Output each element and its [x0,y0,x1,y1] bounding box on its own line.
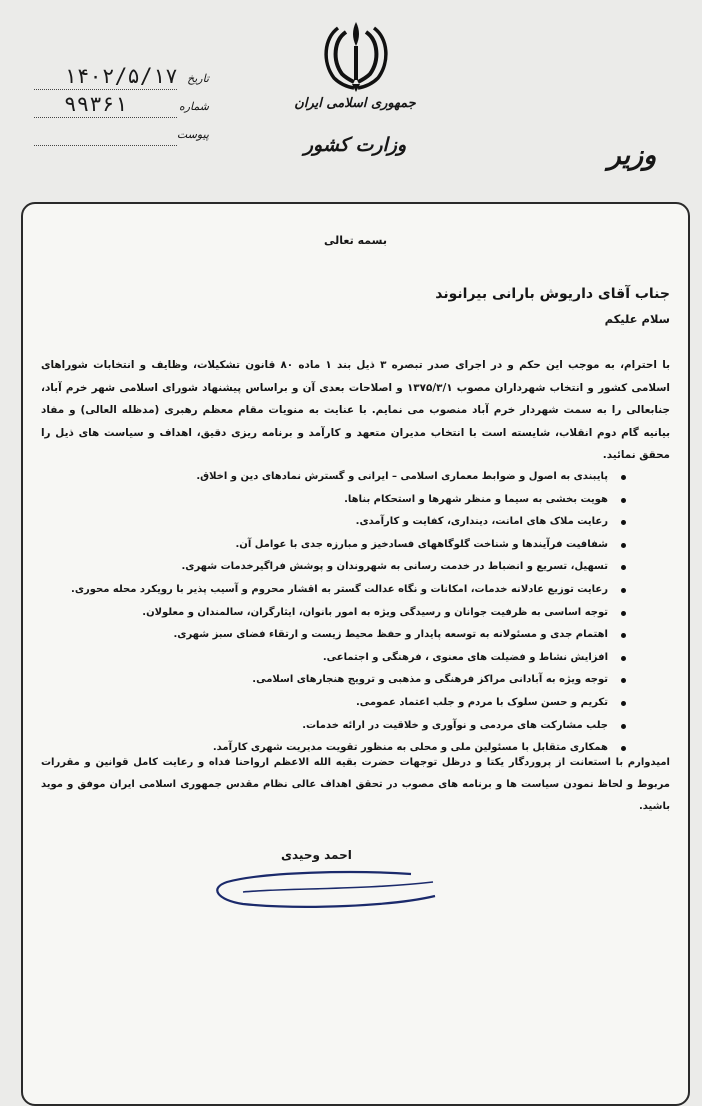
list-item: توجه ویژه به آبادانی مراکز فرهنگی و مذهبی و ترویج هنجارهای اسلامی. [60,669,670,692]
list-item: تسهیل، تسریع و انضباط در خدمت رسانی به شهروندان و پوشش فراگیرخدمات شهری. [60,556,670,579]
closing-paragraph: امیدوارم با استعانت از پروردگار یکتا و درظل توجهات حضرت بقیه الله الاعظم ارواحنا فداه و رعایت کامل قوانین و مقررات مربوط و لحاظ نمودن سیاست ها و برنامه های مصوب در تحقق اهداف عالی نظام مقدس جمهوری اسلامی ایران موفق و موید باشید. [41,757,670,812]
bullet-icon [621,746,626,751]
list-item: رعایت توزیع عادلانه خدمات، امکانات و نگاه عدالت گستر به اقشار محروم و آسیب پذیر با رویکرد محله محوری. [60,579,670,602]
signature-icon [203,830,443,930]
number-value: ۹۹۳۶۱ [64,92,128,116]
bullet-icon [621,565,626,570]
minister-title: وزیر [607,140,657,171]
ministry-title: وزارت کشور [303,134,407,156]
bullet-icon [621,611,626,616]
emblem-icon [316,16,396,94]
number-label: شماره [178,100,209,113]
bullet-icon [621,633,626,638]
list-item: توجه اساسی به ظرفیت جوانان و رسیدگی ویژه به امور بانوان، ایثارگران، سالمندان و معلولان. [60,602,670,625]
republic-title: جمهوری اسلامی ایران [294,96,416,111]
bullet-icon [621,701,626,706]
list-item: شفافیت فرآیندها و شناخت گلوگاههای فسادخیز و مبارزه جدی با عوامل آن. [60,534,670,557]
date-value: ۱۴۰۲/۵/۱۷ [64,64,178,88]
greeting: سلام علیکم [604,312,670,326]
number-dotted-line [34,117,177,118]
bullet-icon [621,656,626,661]
bullet-icon [621,588,626,593]
letterhead [0,0,702,200]
attachment-row [34,128,209,150]
bullet-icon [621,520,626,525]
list-item: جلب مشارکت های مردمی و نوآوری و خلاقیت در ارائه خدمات. [60,715,670,738]
objectives-list [60,466,670,760]
list-item: هویت بخشی به سیما و منظر شهرها و استحکام بناها. [60,489,670,512]
attachment-label: پیوست [176,128,209,141]
letter-body [21,202,690,1106]
bullet-icon [621,498,626,503]
list-item: همکاری متقابل با مسئولین ملی و محلی به منظور تقویت مدیریت شهری کارآمد. [60,737,670,760]
date-dotted-line [34,89,177,90]
list-item: اهتمام جدی و مسئولانه به توسعه پایدار و حفظ محیط زیست و ارتقاء فضای سبز شهری. [60,624,670,647]
basmala: بسمه تعالی [324,234,387,247]
bullet-icon [621,475,626,480]
number-row [34,92,209,122]
list-item: افزایش نشاط و فضیلت های معنوی ، فرهنگی و اجتماعی. [60,647,670,670]
date-label: تاریخ [187,72,209,85]
list-item: پایبندی به اصول و ضوابط معماری اسلامی – ایرانی و گسترش نمادهای دین و اخلاق. [60,466,670,489]
date-row [34,64,209,94]
bullet-icon [621,724,626,729]
bullet-icon [621,678,626,683]
list-item: تکریم و حسن سلوک با مردم و جلب اعتماد عمومی. [60,692,670,715]
attachment-dotted-line [34,145,177,146]
signer-name: احمد وحیدی [281,848,352,862]
list-item: رعایت ملاک های امانت، دینداری، کفایت و کارآمدی. [60,511,670,534]
bullet-icon [621,543,626,548]
addressee: جناب آقای داریوش بارانی بیرانوند [435,286,670,302]
intro-paragraph: با احترام، به موجب این حکم و در اجرای صدر تبصره ۳ ذیل بند ۱ ماده ۸۰ قانون تشکیلات، وظایف و انتخابات شوراهای اسلامی کشور و انتخاب شهرداران مصوب ۱۳۷۵/۳/۱ و اصلاحات بعدی آن و براساس پیشنهاد شورای اسلامی شهر خرم آباد، جنابعالی را به سمت شهردار خرم آباد منصوب می نمایم. با عنایت به منویات مقام معظم رهبری (مدظله العالی) و مفاد بیانیه گام دوم انقلاب، شایسته است با انتخاب مدیران متعهد و کارآمد و برنامه ریزی دقیق، اهداف و سیاست های ذیل را محقق نمائید. [41,359,670,461]
